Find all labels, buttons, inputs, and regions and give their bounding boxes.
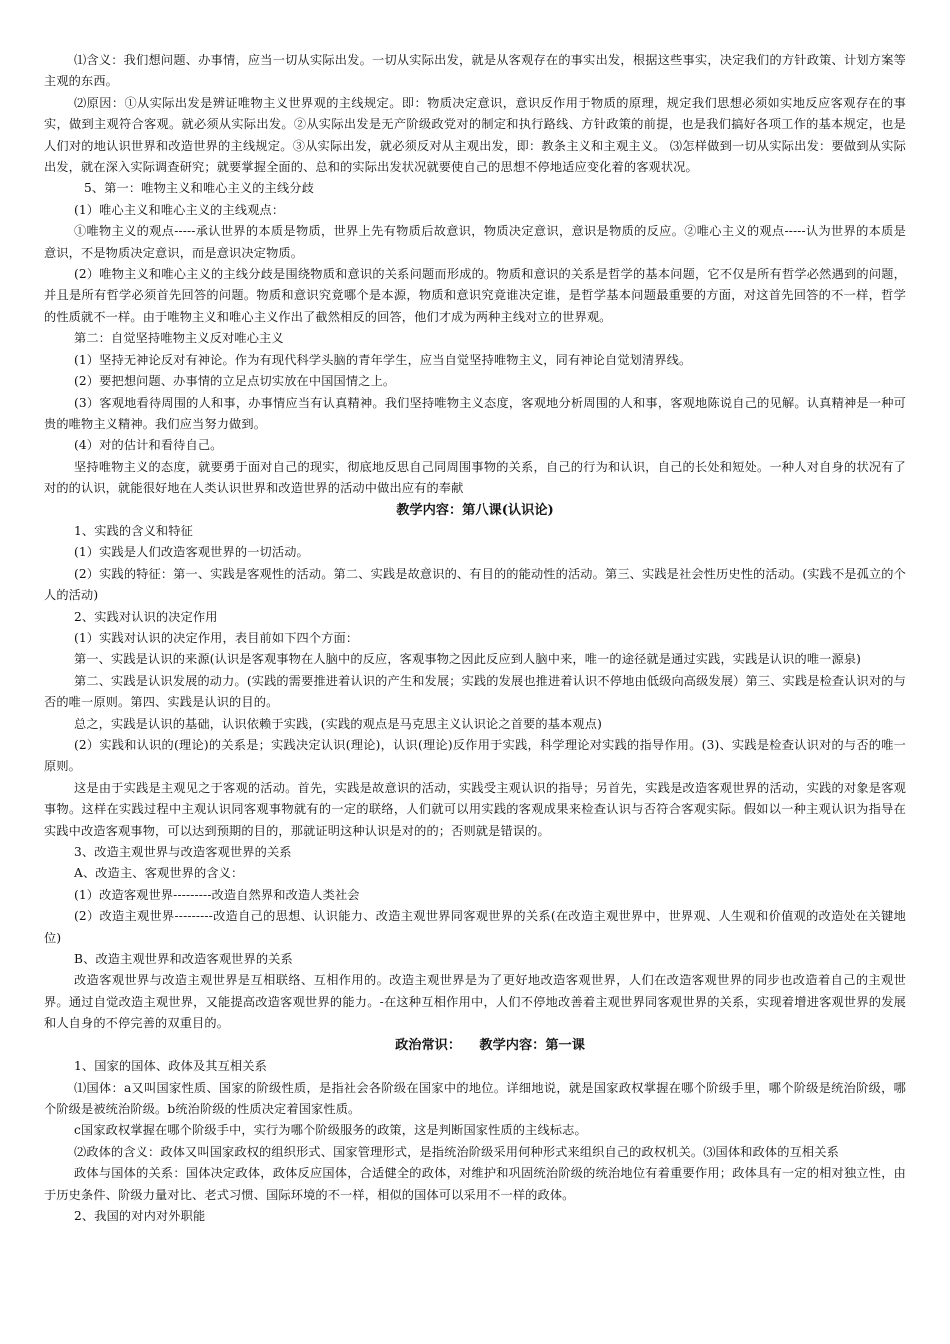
section-heading-politics-lesson-1: 政治常识： 教学内容：第一课	[395, 1037, 585, 1053]
paragraph: 2、实践对认识的决定作用	[74, 609, 218, 624]
paragraph: ①唯物主义的观点-----承认世界的本质是物质，世界上先有物质后故意识，物质决定意识，意识是物质的反应。②唯心主义的观点-----认为世界的本质是意识，不是物质决定意识，而是意识决定物质。	[44, 224, 906, 260]
paragraph: B、改造主观世界和改造客观世界的关系	[74, 952, 293, 967]
section-heading-lesson-8: 教学内容：第八课(认识论)	[396, 502, 554, 518]
paragraph: 1、实践的含义和特征	[74, 523, 193, 538]
paragraph: ⑵原因：①从实际出发是辨证唯物主义世界观的主线规定。即：物质决定意识，意识反作用于物质的原理，规定我们思想必须如实地反应客观存在的事实，做到主观符合客观。就必须从实际出发。②从实际出发是无产阶级政党对的制定和执行路线、方针政策的前提，也是我们搞好各项工作的基本规定，也是人们对的地认识世界和改造世界的主线规定。③从实际出发，就必须反对从主观出发，即：教条主义和主观主义。 ⑶怎样做到一切从实际出发：要做到从实际出发，就在深入实际调查研究；就要掌握全面的、总和的实际出发状况就要使自己的思想不停地适应变化着的客观状况。	[44, 95, 906, 175]
paragraph: 这是由于实践是主观见之于客观的活动。首先，实践是故意识的活动，实践受主观认识的指导；另首先，实践是改造客观世界的活动，实践的对象是客观事物。这样在实践过程中主观认识同客观事物就有的一定的联络，人们就可以用实践的客观成果来检查认识与否符合客观实际。假如以一种主观认识为指导在实践中改造客观事物，可以达到预期的目的，那就证明这种认识是对的的；否则就是错误的。	[44, 780, 906, 838]
paragraph: 第一、实践是认识的来源(认识是客观事物在人脑中的反应，客观事物之因此反应到人脑中来，唯一的途径就是通过实践，实践是认识的唯一源泉)	[74, 652, 862, 667]
paragraph: (1）实践对认识的决定作用，表目前如下四个方面：	[74, 630, 359, 645]
paragraph: (1）唯心主义和唯心主义的主线观点：	[74, 202, 285, 217]
paragraph: (1）改造客观世界---------改造自然界和改造人类社会	[74, 887, 360, 902]
paragraph: A、改造主、客观世界的含义：	[74, 866, 244, 881]
paragraph: (1）实践是人们改造客观世界的一切活动。	[74, 545, 309, 560]
paragraph: ⑵政体的含义：政体又叫国家政权的组织形式、国家管理形式，是指统治阶级采用何种形式来组织自己的政权机关。⑶国体和政体的互相关系	[74, 1144, 839, 1159]
paragraph: c国家政权掌握在哪个阶级手中，实行为哪个阶级服务的政策，这是判断国家性质的主线标志。	[74, 1123, 587, 1138]
paragraph: 1、国家的国体、政体及其互相关系	[74, 1059, 267, 1074]
paragraph: (3）客观地看待周围的人和事，办事情应当有认真精神。我们坚持唯物主义态度，客观地分析周围的人和事，客观地陈说自己的见解。认真精神是一种可贵的唯物主义精神。我们应当努力做到。	[44, 395, 906, 431]
paragraph: (2）唯物主义和唯心主义的主线分歧是围绕物质和意识的关系问题而形成的。物质和意识的关系是哲学的基本问题，它不仅是所有哲学必然遇到的问题，并且是所有哲学必须首先回答的问题。物质和意识究竟哪个是本源，物质和意识究竟谁决定谁，是哲学基本问题最重要的方面，对这首先回答的不一样，哲学的性质就不一样。由于唯物主义和唯心主义作出了截然相反的回答，他们才成为两种主线对立的世界观。	[44, 267, 906, 324]
paragraph: 第二、实践是认识发展的动力。(实践的需要推进着认识的产生和发展；实践的发展也推进着认识不停地由低级向高级发展）第三、实践是检查认识对的与否的唯一原则。第四、实践是认识的目的。	[44, 673, 906, 710]
paragraph: 5、第一：唯物主义和唯心主义的主线分歧	[84, 181, 314, 196]
paragraph: (2）实践和认识的(理论)的关系是；实践决定认识(理论)，认识(理论)反作用于实践，科学理论对实践的指导作用。(3)、实践是检查认识对的与否的唯一原则。	[44, 738, 906, 774]
paragraph: (2）改造主观世界---------改造自己的思想、认识能力、改造主观世界同客观世界的关系(在改造主观世界中，世界观、人生观和价值观的改造处在关键地位)	[44, 909, 906, 945]
paragraph: (1）坚持无神论反对有神论。作为有现代科学头脑的青年学生，应当自觉坚持唯物主义，同有神论自觉划清界线。	[74, 352, 692, 367]
paragraph: ⑴国体：a又叫国家性质、国家的阶级性质，是指社会各阶级在国家中的地位。详细地说，就是国家政权掌握在哪个阶级手里，哪个阶级是统治阶级，哪个阶级是被统治阶级。b统治阶级的性质决定着国家性质。	[44, 1080, 906, 1116]
paragraph: 3、改造主观世界与改造客观世界的关系	[74, 845, 292, 860]
paragraph: 政体与国体的关系：国体决定政体，政体反应国体，合适健全的政体，对维护和巩固统治阶级的统治地位有着重要作用；政体具有一定的相对独立性，由于历史条件、阶级力量对比、老式习惯、国际环境的不一样，相似的国体可以采用不一样的政体。	[44, 1166, 906, 1202]
paragraph: 总之，实践是认识的基础，认识依赖于实践，(实践的观点是马克思主义认识论之首要的基本观点)	[74, 716, 602, 731]
paragraph: 2、我国的对内对外职能	[74, 1208, 206, 1223]
paragraph: 第二：自觉坚持唯物主义反对唯心主义	[74, 331, 284, 346]
paragraph: (2）实践的特征：第一、实践是客观性的活动。第二、实践是故意识的、有目的的能动性的活动。第三、实践是社会性历史性的活动。(实践不是孤立的个人的活动)	[44, 566, 906, 603]
paragraph: (2）要把想问题、办事情的立足点切实放在中国国情之上。	[74, 374, 396, 389]
paragraph: (4）对的估计和看待自己。	[74, 438, 223, 453]
paragraph: 坚持唯物主义的态度，就要勇于面对自己的现实，彻底地反思自己同周围事物的关系，自己的行为和认识，自己的长处和短处。一种人对自身的状况有了对的的认识，就能很好地在人类认识世界和改造世界的活动中做出应有的奉献	[44, 459, 906, 496]
paragraph: ⑴含义：我们想问题、办事情，应当一切从实际出发。一切从实际出发，就是从客观存在的事实出发，根据这些事实，决定我们的方针政策、计划方案等主观的东西。	[44, 53, 906, 89]
paragraph: 改造客观世界与改造主观世界是互相联络、互相作用的。改造主观世界是为了更好地改造客观世界，人们在改造客观世界的同步也改造着自己的主观世界。通过自觉改造主观世界，又能提高改造客观世界的能力。-在这种互相作用中，人们不停地改善着主观世界同客观世界的关系，实现着增进客观世界的发展和人自身的不停完善的双重目的。	[44, 973, 906, 1031]
